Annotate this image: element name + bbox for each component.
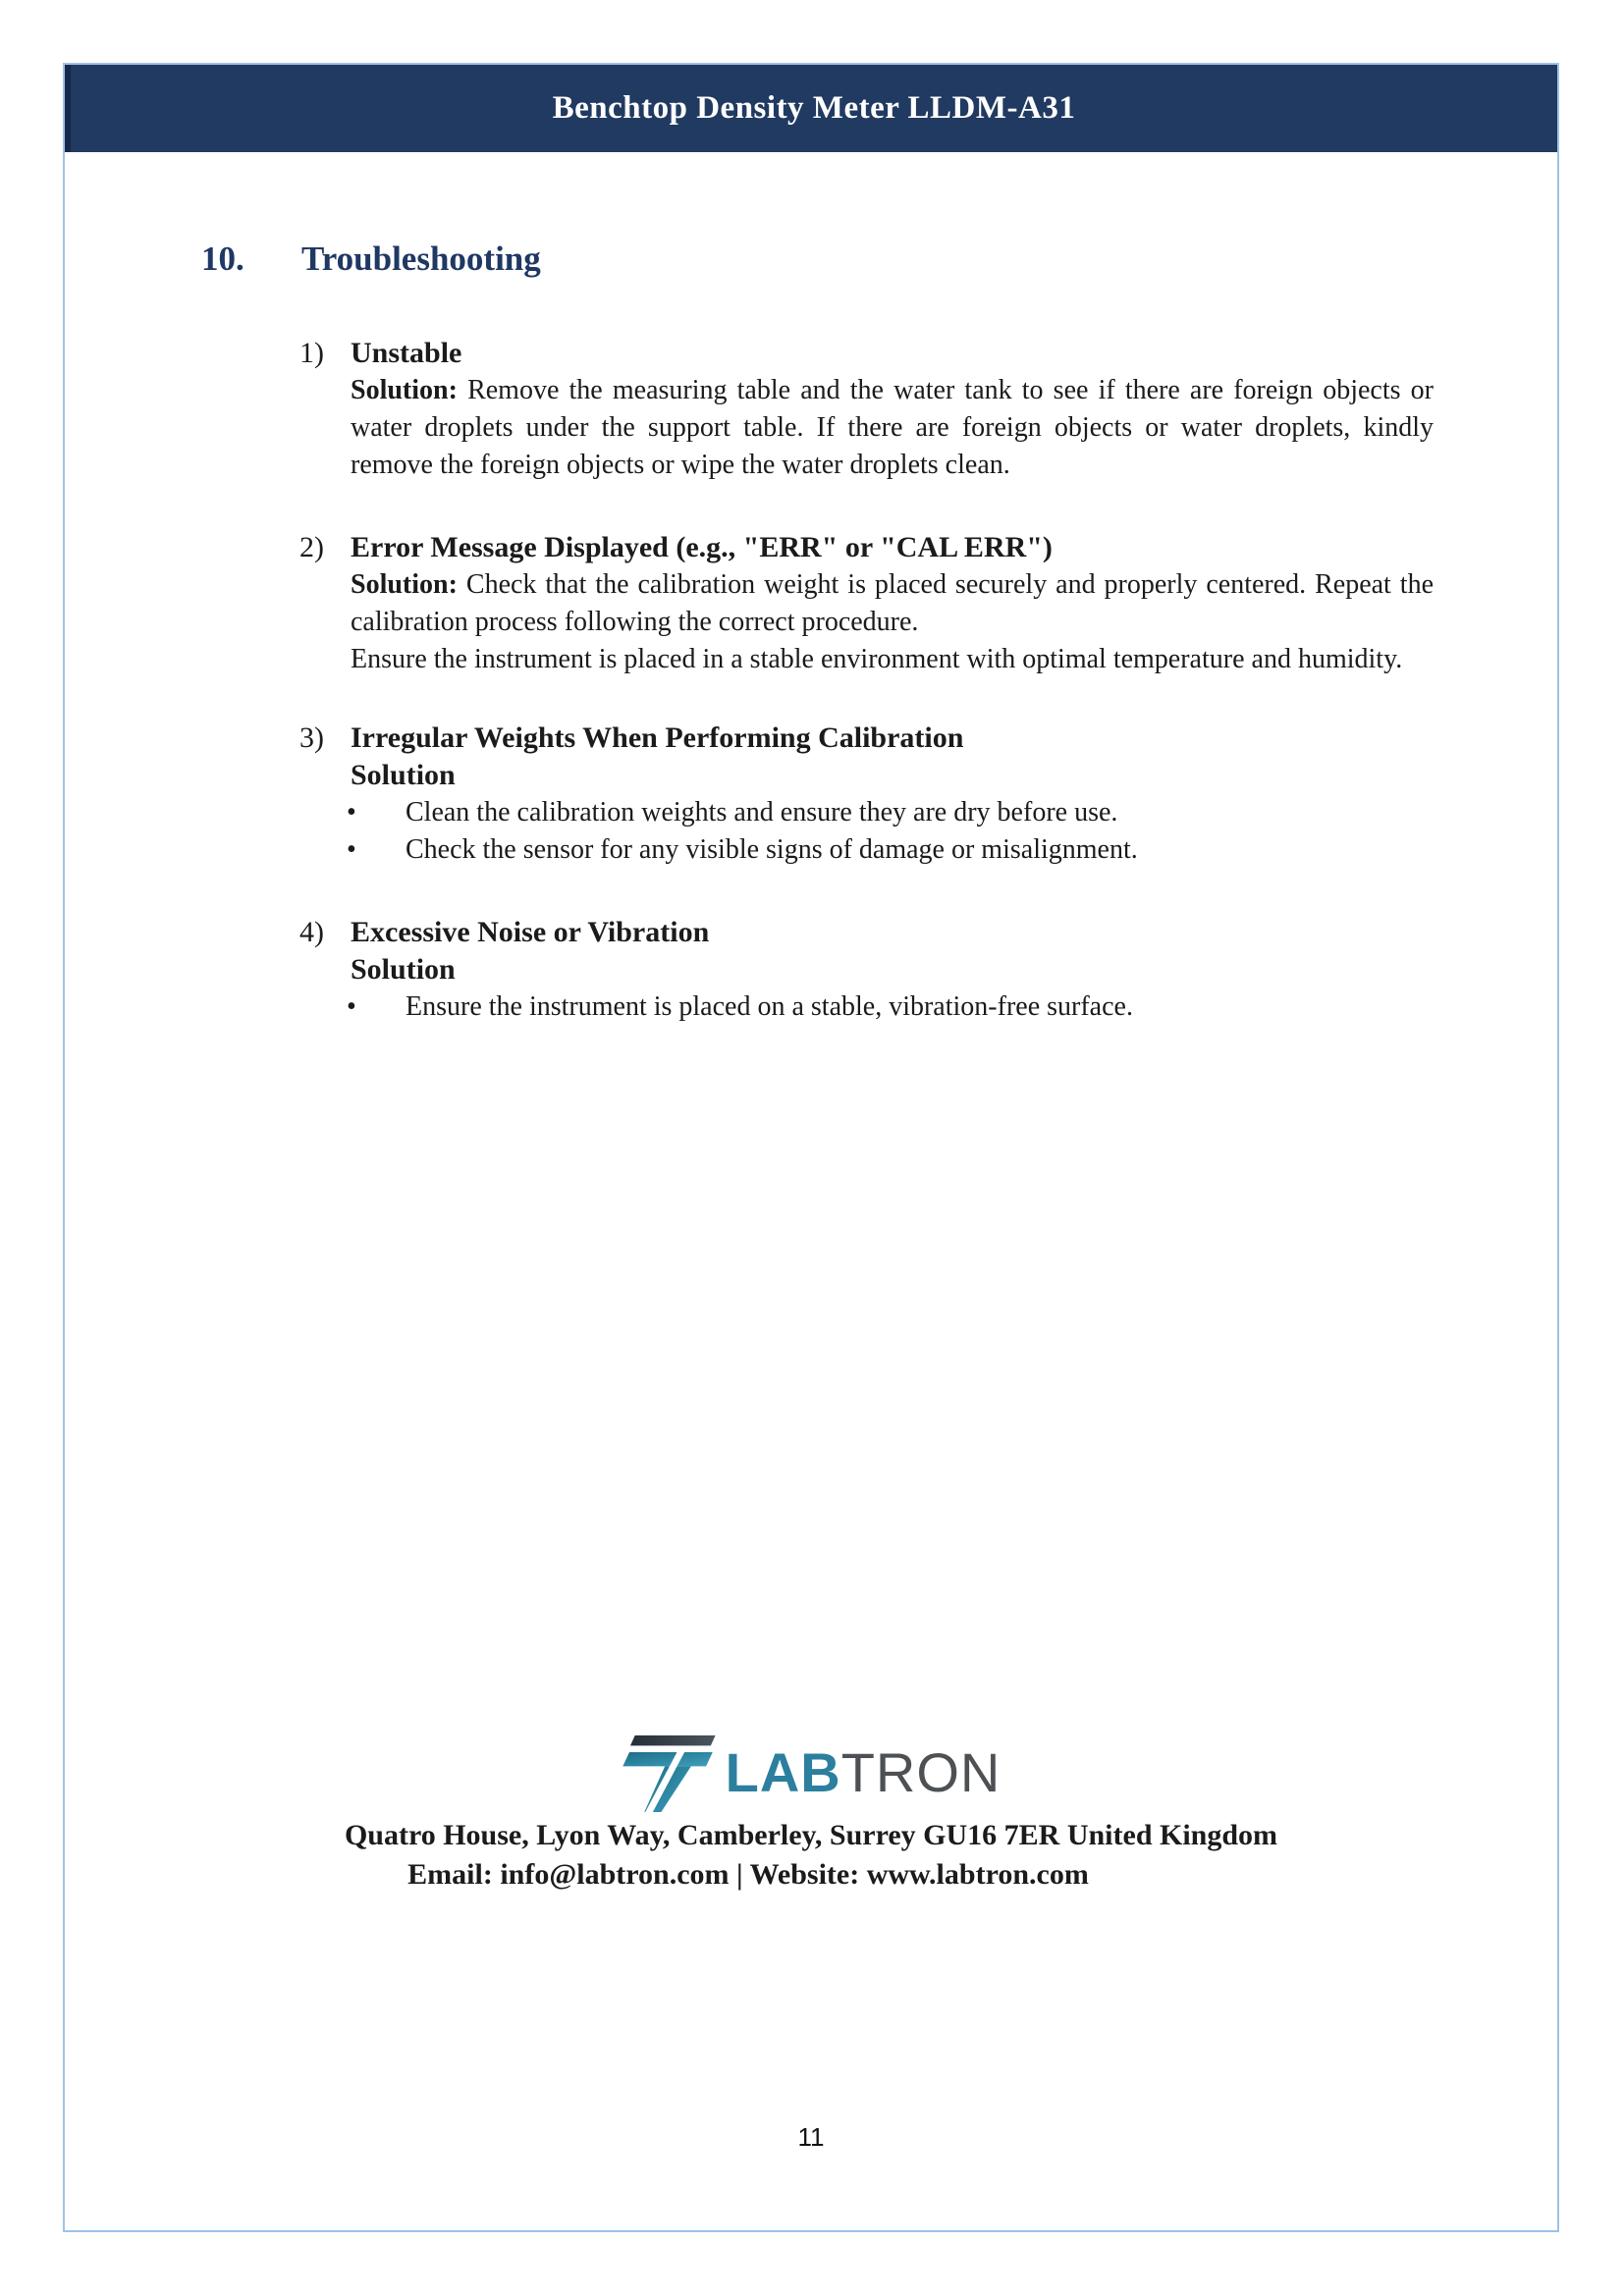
list-item-noise-vibration (299, 914, 1434, 1026)
troubleshooting-list (299, 335, 1434, 1026)
page-number: 11 (797, 2122, 825, 2152)
solution-label: Solution: (351, 569, 458, 600)
footer-address: Quatro House, Lyon Way, Camberley, Surrey GU16 7ER United Kingdom (344, 1819, 1278, 1851)
item-heading: Unstable (351, 337, 462, 369)
list-item-irregular-weights (299, 720, 1434, 869)
item-body (351, 335, 1434, 484)
item-heading: Error Message Displayed (e.g., "ERR" or "CAL ERR") (351, 531, 1053, 563)
wordmark-tron: TRON (840, 1741, 1001, 1803)
list-item-unstable (299, 335, 1434, 484)
page-header-title: Benchtop Density Meter LLDM-A31 (552, 90, 1076, 126)
section-title: Troubleshooting (301, 240, 541, 278)
item-body (351, 720, 1434, 869)
labtron-logo-icon (622, 1734, 716, 1812)
page-content (65, 240, 1557, 1026)
section-number: 10. (201, 240, 244, 278)
item-heading: Irregular Weights When Performing Calibration (351, 721, 964, 754)
item-body (351, 529, 1434, 678)
list-item-error-message (299, 529, 1434, 678)
item-solution-paragraph (351, 566, 1434, 641)
item-number: 4) (299, 916, 324, 948)
document-page (63, 63, 1559, 2232)
item-heading: Excessive Noise or Vibration (351, 916, 710, 948)
item-extra-paragraph: Ensure the instrument is placed in a stable environment with optimal temperature and humidity. (351, 644, 1403, 674)
solution-label: Solution (351, 953, 456, 986)
solution-bullet-list (351, 794, 1434, 869)
bullet-item: • Clean the calibration weights and ensure they are dry before use. (351, 794, 1434, 831)
wordmark-lab: LAB (725, 1741, 841, 1803)
solution-label: Solution (351, 759, 456, 791)
item-body (351, 914, 1434, 1026)
solution-text: Remove the measuring table and the water tank to see if there are foreign objects or water droplets under the support table. If there are foreign objects or water droplets, kindly remove the foreign objects or wipe the water droplets clean. (351, 375, 1434, 480)
item-number: 3) (299, 721, 324, 754)
section-heading (201, 240, 1434, 279)
solution-bullet-list (351, 988, 1434, 1026)
item-number: 2) (299, 531, 324, 563)
page-footer (65, 1734, 1557, 1895)
solution-text: Check that the calibration weight is placed securely and properly centered. Repeat the calibration process following the correct procedure. (351, 569, 1434, 637)
bullet-item: • Check the sensor for any visible signs of damage or misalignment. (351, 831, 1434, 869)
item-number: 1) (299, 337, 324, 369)
bullet-item: • Ensure the instrument is placed on a stable, vibration-free surface. (351, 988, 1434, 1026)
labtron-wordmark (726, 1734, 1001, 1812)
solution-label: Solution: (351, 375, 458, 405)
footer-contact: Email: info@labtron.com | Website: www.labtron.com (407, 1858, 1089, 1891)
item-solution-paragraph (351, 372, 1434, 484)
page-header-band (65, 65, 1557, 152)
labtron-logo (65, 1734, 1557, 1812)
